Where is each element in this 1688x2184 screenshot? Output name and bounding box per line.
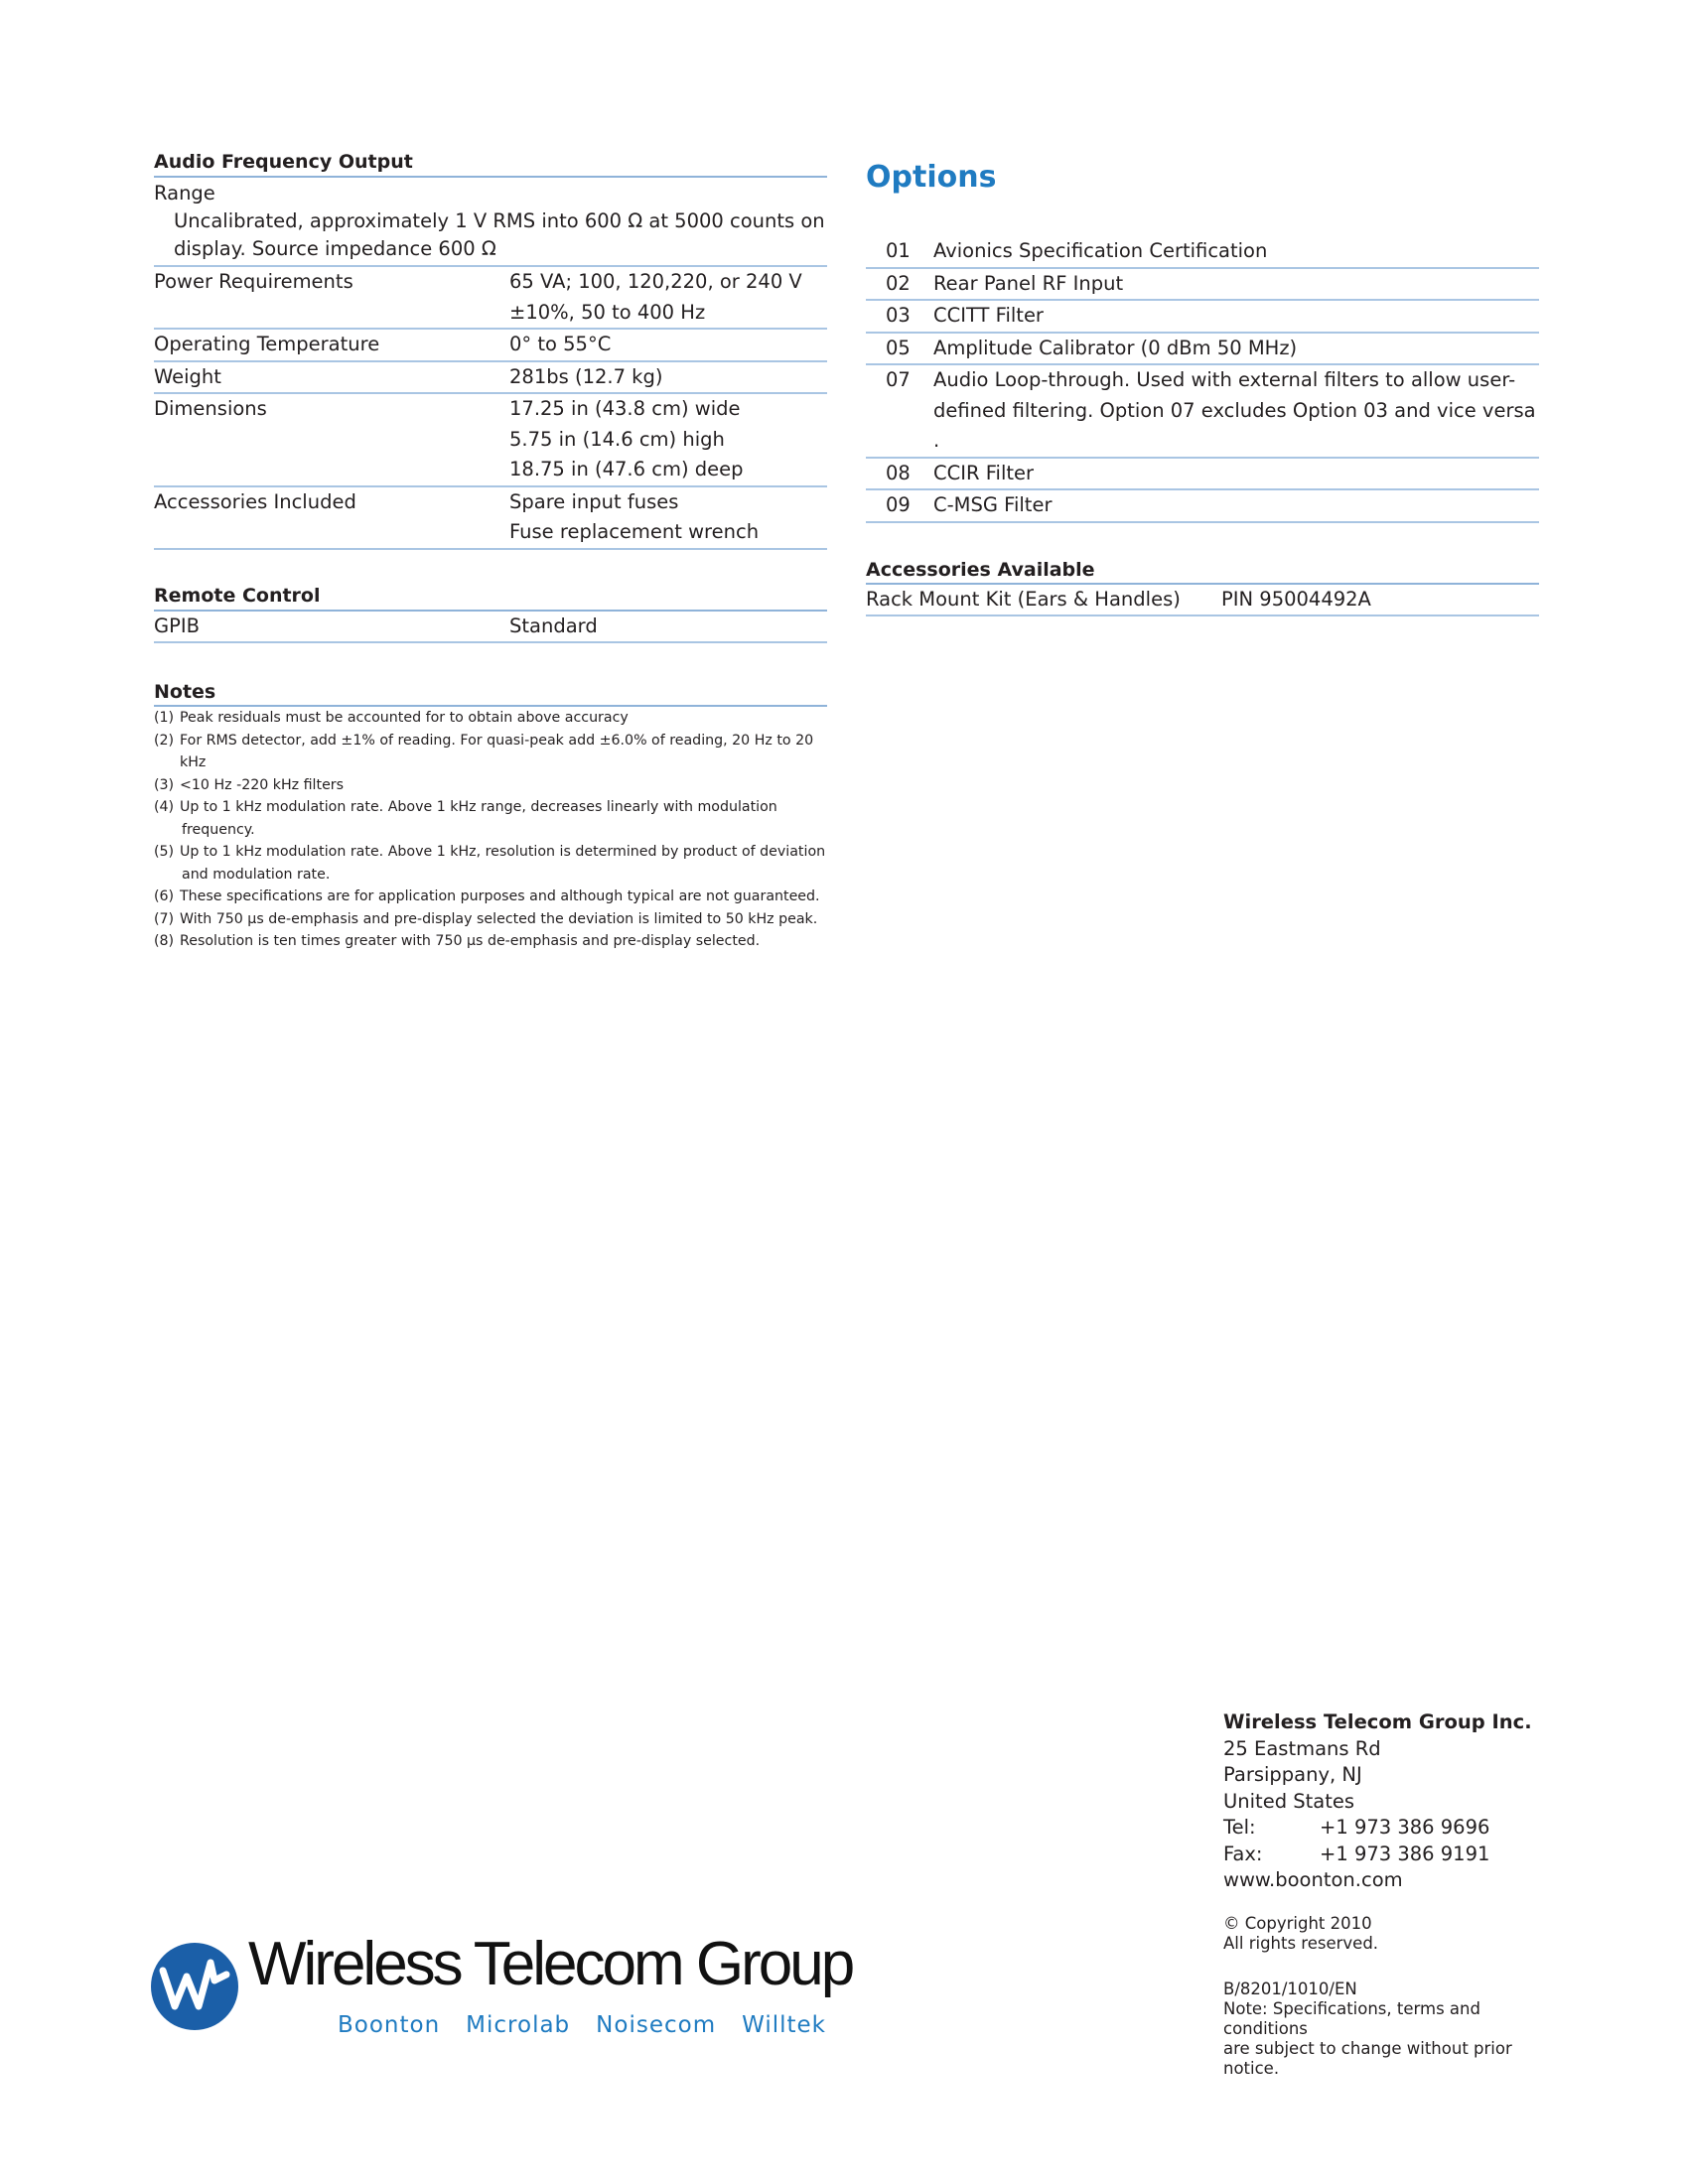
spec-key: Weight [154,364,221,388]
note-number: (1) [154,710,175,726]
address-line-1: 25 Eastmans Rd [1223,1736,1381,1760]
range-label: Range [154,182,215,205]
note-item [154,774,827,797]
note-text-line: Up to 1 kHz modulation rate. Above 1 kHz range, decreases linearly with modulation [180,799,777,815]
option-row [866,334,1539,366]
spec-key: Accessories Included [154,489,356,513]
brand-noisecom: Noisecom [596,2012,717,2038]
website-link[interactable]: www.boonton.com [1223,1868,1403,1891]
note-number: (8) [154,933,175,949]
copyright: © Copyright 2010 [1223,1913,1372,1933]
accessory-row [866,585,1539,617]
spec-value: 0° to 55°C [509,333,612,355]
brand-microlab: Microlab [466,2012,571,2038]
accessories-heading: Accessories Available [866,557,1539,585]
spec-value [509,487,827,548]
option-number: 02 [886,271,911,295]
phone-number: +1 973 386 9696 [1320,1816,1490,1839]
option-row [866,269,1539,302]
address-country: United States [1223,1789,1355,1813]
option-label: CCITT Filter [933,304,1044,327]
note-text [180,841,825,886]
fax-label: Fax: [1223,1842,1263,1865]
wtg-logo-mark-icon [149,1941,240,2032]
remote-control-heading: Remote Control [154,583,827,612]
option-number: 03 [886,304,911,327]
spec-row-gpib [154,612,827,644]
option-number: 08 [886,461,911,484]
range-text-1: Uncalibrated, approximately 1 V RMS into 600 Ω at 5000 counts on [174,209,825,232]
note-item [154,730,827,774]
option-number: 07 [886,368,911,391]
options-title: Options [866,160,997,195]
spec-value-line: Fuse replacement wrench [509,520,760,543]
options-list [866,236,1539,523]
note-text: With 750 µs de-emphasis and pre-display selected the deviation is limited to 50 kHz peak. [180,910,818,927]
note-number: (2) [154,732,175,749]
spec-row-weight [154,362,827,395]
accessory-part-number: PIN 95004492A [1221,587,1371,611]
option-label [933,365,1539,457]
option-row [866,236,1539,269]
notes-list [154,707,827,953]
option-label: Avionics Specification Certification [933,239,1268,262]
document-code: B/8201/1010/EN [1223,1979,1357,1998]
note-text: These specifications are for application purposes and although typical are not guaranteed. [180,888,820,904]
note-text-line: Up to 1 kHz modulation rate. Above 1 kHz, resolution is determined by product of deviation [180,844,826,860]
note-item [154,886,827,908]
company-logo [149,1930,853,2050]
note-text-line: frequency. [182,821,255,838]
note-item [154,930,827,953]
spec-value: Standard [509,614,598,637]
spec-value-line: 17.25 in (43.8 cm) wide [509,397,741,420]
option-row [866,490,1539,523]
note-text-line: and modulation rate. [182,866,331,883]
note-item [154,841,827,886]
note-text: Peak residuals must be accounted for to obtain above accuracy [180,710,629,726]
option-number: 05 [886,336,911,359]
note-text: <10 Hz -220 kHz filters [180,776,345,793]
spec-row-dimensions [154,394,827,487]
company-name: Wireless Telecom Group Inc. [1223,1710,1532,1733]
spec-value-line: Spare input fuses [509,489,679,513]
contact-block [1223,1709,1551,2079]
spec-key: Power Requirements [154,270,353,293]
spec-value-line: 18.75 in (47.6 cm) deep [509,458,744,480]
specs-left-column [154,149,827,953]
spec-row-power [154,267,827,330]
note-number: (4) [154,799,175,815]
note-number: (7) [154,910,175,927]
spec-key: GPIB [154,614,200,637]
spec-key: Operating Temperature [154,333,380,355]
disclaimer-line-2: are subject to change without prior notice. [1223,2038,1512,2078]
phone-row [1223,1815,1551,1842]
options-column [866,159,1539,616]
option-label: C-MSG Filter [933,493,1053,516]
note-item [154,796,827,841]
option-label: Rear Panel RF Input [933,271,1124,295]
option-row [866,459,1539,491]
spec-value: 281bs (12.7 kg) [509,364,663,388]
note-text [180,796,777,841]
option-label-line: Audio Loop-through. Used with external filters to allow user- [933,368,1516,391]
note-text: For RMS detector, add ±1% of reading. For quasi-peak add ±6.0% of reading, 20 Hz to 20 kHz [180,732,814,770]
note-number: (6) [154,888,175,904]
option-label: Amplitude Calibrator (0 dBm 50 MHz) [933,336,1298,359]
option-row [866,301,1539,334]
note-number: (3) [154,776,175,793]
spec-rows [154,267,827,550]
note-item [154,908,827,931]
note-text: Resolution is ten times greater with 750 µs de-emphasis and pre-display selected. [180,933,761,949]
range-text-2: display. Source impedance 600 Ω [154,235,827,267]
note-number: (5) [154,844,175,860]
option-number: 01 [886,239,911,262]
brand-boonton: Boonton [338,2012,441,2038]
option-label: CCIR Filter [933,461,1035,484]
notes-heading: Notes [154,679,827,707]
spec-value-line: 65 VA; 100, 120,220, or 240 V [509,270,802,293]
fax-row [1223,1842,1551,1868]
spec-value-line: ±10%, 50 to 400 Hz [509,300,706,324]
spec-row-accessories [154,487,827,550]
address-line-2: Parsippany, NJ [1223,1763,1362,1786]
accessory-name: Rack Mount Kit (Ears & Handles) [866,587,1181,611]
option-number: 09 [886,493,911,516]
rights-reserved: All rights reserved. [1223,1933,1379,1953]
logo-wordmark: Wireless Telecom Group [248,1930,853,1998]
spec-key: Dimensions [154,397,267,420]
disclaimer-line-1: Note: Specifications, terms and conditions [1223,1998,1480,2038]
logo-brands [338,2012,826,2038]
option-label-line: defined filtering. Option 07 excludes Option 03 and vice versa . [933,398,1536,452]
spec-value [509,267,827,328]
phone-label: Tel: [1223,1816,1256,1839]
fax-number: +1 973 386 9191 [1320,1842,1490,1865]
audio-output-heading: Audio Frequency Output [154,149,827,178]
spec-value [509,394,827,485]
note-item [154,707,827,730]
spec-row-temperature [154,330,827,362]
option-row [866,365,1539,459]
brand-willtek: Willtek [742,2012,827,2038]
spec-value-line: 5.75 in (14.6 cm) high [509,427,725,451]
